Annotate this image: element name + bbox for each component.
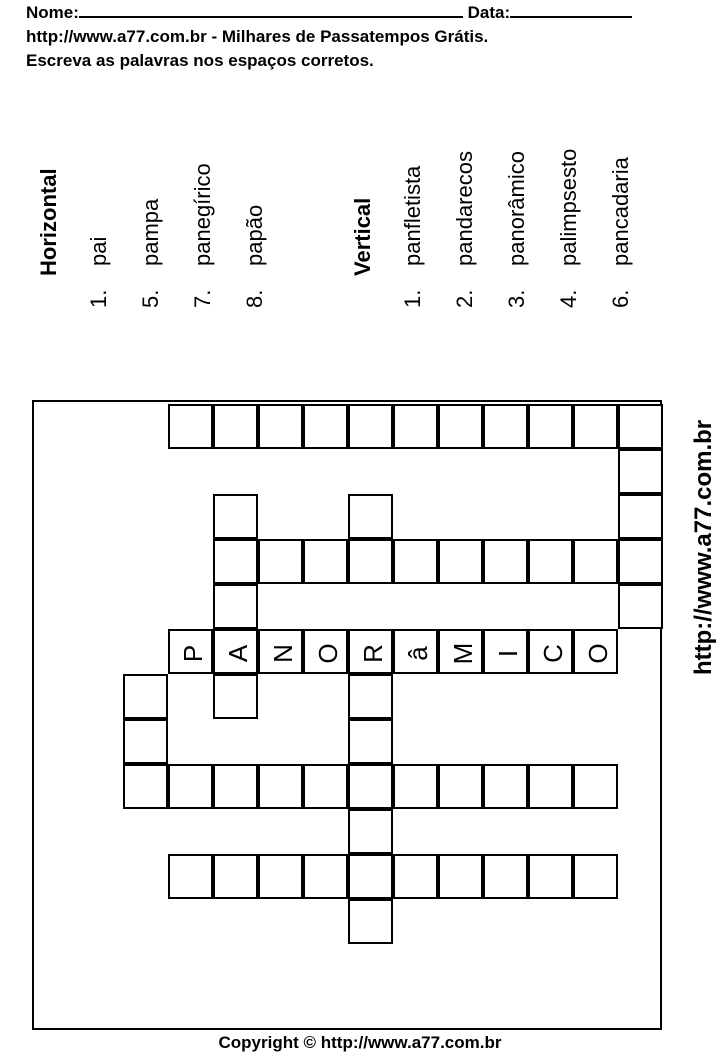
crossword-cell[interactable] — [123, 674, 168, 719]
cell-letter: N — [267, 644, 298, 663]
crossword-cell[interactable] — [348, 629, 393, 674]
clue-word: pampa — [138, 198, 163, 266]
crossword-cell[interactable] — [348, 764, 393, 809]
crossword-cell[interactable] — [528, 404, 573, 449]
name-blank[interactable] — [79, 2, 463, 18]
crossword-cell[interactable] — [438, 764, 483, 809]
crossword-cell[interactable] — [438, 539, 483, 584]
cell-letter: M — [447, 642, 478, 665]
clue-number: 2. — [452, 289, 477, 308]
crossword-cell[interactable] — [168, 404, 213, 449]
clue-word: pai — [86, 236, 111, 266]
crossword-cell[interactable] — [348, 404, 393, 449]
crossword-cell[interactable] — [258, 539, 303, 584]
crossword-cell[interactable] — [348, 539, 393, 584]
crossword-cell[interactable] — [348, 719, 393, 764]
crossword-cell[interactable] — [213, 764, 258, 809]
clue-number: 1. — [400, 289, 425, 308]
cell-letter: O — [582, 643, 613, 664]
crossword-cell[interactable] — [483, 764, 528, 809]
horizontal-title: Horizontal — [36, 168, 61, 276]
crossword-cell[interactable] — [528, 539, 573, 584]
crossword-board — [32, 400, 662, 1030]
crossword-cell[interactable] — [618, 494, 663, 539]
crossword-cell[interactable] — [348, 494, 393, 539]
crossword-cell[interactable] — [303, 404, 348, 449]
header-name-date-line — [26, 2, 632, 23]
crossword-cell[interactable] — [573, 764, 618, 809]
crossword-cell[interactable] — [528, 629, 573, 674]
cell-letter: I — [492, 649, 523, 658]
date-blank[interactable] — [510, 2, 632, 18]
clue-number: 5. — [138, 289, 163, 308]
crossword-cell[interactable] — [168, 764, 213, 809]
crossword-cell[interactable] — [528, 854, 573, 899]
crossword-cell[interactable] — [213, 854, 258, 899]
crossword-cell[interactable] — [618, 404, 663, 449]
crossword-cell[interactable] — [303, 629, 348, 674]
copyright: Copyright © http://www.a77.com.br — [218, 1033, 502, 1052]
clue-number: 4. — [556, 289, 581, 308]
crossword-cell[interactable] — [123, 764, 168, 809]
crossword-cell[interactable] — [213, 629, 258, 674]
cell-letter: C — [537, 644, 568, 663]
crossword-cell[interactable] — [393, 629, 438, 674]
vertical-clue — [556, 149, 582, 308]
crossword-cell[interactable] — [213, 584, 258, 629]
crossword-cell[interactable] — [618, 449, 663, 494]
vertical-clue — [400, 166, 426, 308]
crossword-cell[interactable] — [438, 854, 483, 899]
date-label: Data: — [467, 3, 511, 22]
crossword-cell[interactable] — [348, 854, 393, 899]
crossword-cell[interactable] — [258, 764, 303, 809]
crossword-cell[interactable] — [573, 854, 618, 899]
crossword-cell[interactable] — [303, 854, 348, 899]
crossword-cell[interactable] — [348, 809, 393, 854]
vertical-clue — [452, 151, 478, 308]
crossword-cell[interactable] — [258, 854, 303, 899]
crossword-cell[interactable] — [573, 629, 618, 674]
clue-word: pancadaria — [608, 157, 633, 266]
crossword-cell[interactable] — [393, 404, 438, 449]
crossword-cell[interactable] — [213, 494, 258, 539]
horizontal-clue — [190, 163, 216, 308]
crossword-cell[interactable] — [393, 854, 438, 899]
crossword-cell[interactable] — [168, 854, 213, 899]
clue-word: panorâmico — [504, 151, 529, 266]
crossword-cell[interactable] — [303, 539, 348, 584]
clue-word: papão — [242, 204, 267, 266]
crossword-cell[interactable] — [348, 674, 393, 719]
crossword-cell[interactable] — [123, 719, 168, 764]
crossword-cell[interactable] — [573, 539, 618, 584]
crossword-cell[interactable] — [393, 539, 438, 584]
crossword-cell[interactable] — [393, 764, 438, 809]
crossword-cell[interactable] — [258, 404, 303, 449]
crossword-cell[interactable] — [258, 629, 303, 674]
clue-number: 3. — [504, 289, 529, 308]
crossword-cell[interactable] — [483, 629, 528, 674]
clue-number: 1. — [86, 289, 111, 308]
cell-letter: O — [312, 643, 343, 664]
crossword-cell[interactable] — [348, 899, 393, 944]
crossword-cell[interactable] — [303, 764, 348, 809]
cell-letter: P — [177, 644, 208, 663]
clue-word: panfletista — [400, 165, 425, 266]
clue-word: palimpsesto — [556, 148, 581, 266]
instructions: Escreva as palavras nos espaços corretos. — [26, 51, 374, 70]
clue-number: 8. — [242, 289, 267, 308]
cell-letter: â — [402, 646, 433, 661]
cell-letter: R — [357, 644, 388, 663]
crossword-cell[interactable] — [573, 404, 618, 449]
crossword-cell[interactable] — [213, 404, 258, 449]
vertical-title: Vertical — [350, 197, 375, 276]
clue-number: 7. — [190, 289, 215, 308]
crossword-cell[interactable] — [213, 674, 258, 719]
crossword-cell[interactable] — [483, 539, 528, 584]
crossword-cell[interactable] — [438, 404, 483, 449]
crossword-cell[interactable] — [483, 404, 528, 449]
vertical-clue — [504, 151, 530, 308]
clue-word: panegírico — [190, 163, 215, 266]
crossword-cell[interactable] — [618, 584, 663, 629]
name-label: Nome: — [26, 3, 79, 22]
crossword-cell[interactable] — [168, 629, 213, 674]
horizontal-clue — [86, 237, 112, 308]
crossword-cell[interactable] — [438, 629, 483, 674]
clue-word: pandarecos — [452, 151, 477, 266]
crossword-cell[interactable] — [618, 539, 663, 584]
clue-number: 6. — [608, 289, 633, 308]
horizontal-clue — [242, 205, 268, 308]
site-line: http://www.a77.com.br - Milhares de Passatempos Grátis. — [26, 27, 489, 46]
crossword-cell[interactable] — [483, 854, 528, 899]
cell-letter: A — [222, 644, 253, 663]
side-url: http://www.a77.com.br — [690, 419, 717, 675]
crossword-cell[interactable] — [528, 764, 573, 809]
crossword-cell[interactable] — [213, 539, 258, 584]
horizontal-clue — [138, 199, 164, 308]
vertical-clue — [608, 157, 634, 308]
